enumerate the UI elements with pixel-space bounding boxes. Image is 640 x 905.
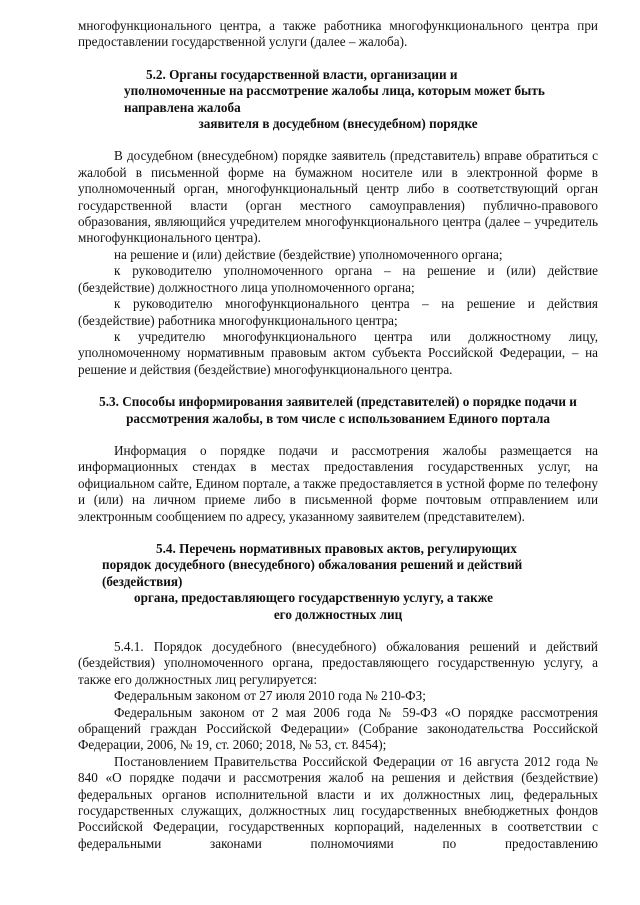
paragraph: Постановлением Правительства Российской Федерации от 16 августа 2012 года № 840 «О порядке подачи и рассмотрения жалоб на решения и действия (бездействие) федеральных органов исполнительной власти и их должностных лиц, федеральных государственных служащих, должностных лиц государственных внебюджетных фондов Российской Федерации, государственных корпораций, наделенных в соответствии с федеральными законами полномочиями по предоставлению bbox=[78, 753, 598, 851]
heading-line: (бездействия) bbox=[102, 573, 183, 589]
section-5-3-heading bbox=[78, 394, 598, 427]
heading-line: его должностных лиц bbox=[273, 606, 403, 622]
document-page bbox=[78, 18, 598, 852]
section-5-4-heading bbox=[78, 541, 598, 623]
paragraph: к руководителю уполномоченного органа – на решение и (или) действие (бездействие) должностного лица уполномоченного органа; bbox=[78, 263, 598, 295]
heading-line: порядок досудебного (внесудебного) обжалования решений и действий bbox=[102, 557, 523, 573]
paragraph: к руководителю многофункционального центра – на решение и действия (бездействие) работника многофункционального центра; bbox=[78, 296, 598, 328]
heading-line: уполномоченные на рассмотрение жалобы лица, которым может быть bbox=[124, 83, 545, 99]
paragraph: Информация о порядке подачи и рассмотрения жалобы размещается на информационных стендах в местах предоставления государственных услуг, на официальном сайте, Едином портале, а также предоставляется в устной форме по телефону и (или) на личном приеме либо в письменной форме почтовым отправлением или электронным сообщением по адресу, указанному заявителем (представителем). bbox=[78, 442, 598, 524]
heading-line: направлена жалоба bbox=[124, 99, 241, 115]
paragraph: на решение и (или) действие (бездействие) уполномоченного органа; bbox=[114, 246, 503, 262]
paragraph: Федеральным законом от 27 июля 2010 года № 210-ФЗ; bbox=[114, 688, 426, 704]
heading-line: органа, предоставляющего государственную услугу, а также bbox=[134, 590, 493, 606]
paragraph: Федеральным законом от 2 мая 2006 года № 59-ФЗ «О порядке рассмотрения обращений граждан Российской Федерации» (Собрание законодательства Российской Федерации, 2006, № 19, ст. 2060; 2018, № 53, ст. 8454); bbox=[78, 704, 598, 753]
heading-line: рассмотрения жалобы, в том числе с использованием Единого портала bbox=[126, 410, 550, 426]
paragraph: В досудебном (внесудебном) порядке заявитель (представитель) вправе обратиться с жалобой в письменной форме на бумажном носителе или в электронной форме в уполномоченный орган, многофункциональный центр либо в соответствующий орган государственной власти (орган местного самоуправления) публично-правового образования, являющийся учредителем многофункционального центра (далее – учредитель многофункционального центра). bbox=[78, 148, 598, 246]
heading-line: 5.4. Перечень нормативных правовых актов, регулирующих bbox=[156, 540, 517, 556]
intro-paragraph: многофункционального центра, а также работника многофункционального центра при предоставлении государственной услуги (далее – жалоба). bbox=[78, 18, 598, 50]
section-5-2-heading bbox=[78, 67, 598, 133]
paragraph: к учредителю многофункционального центра или должностному лицу, уполномоченному нормативным правовым актом субъекта Российской Федерации, – на решение и действия (бездействие) многофункционального центра. bbox=[78, 328, 598, 377]
heading-line: 5.3. Способы информирования заявителей (представителей) о порядке подачи и bbox=[99, 394, 577, 410]
heading-line: заявителя в досудебном (внесудебном) порядке bbox=[198, 116, 478, 132]
heading-line: 5.2. Органы государственной власти, организации и bbox=[146, 66, 458, 82]
paragraph: 5.4.1. Порядок досудебного (внесудебного) обжалования решений и действий (бездействия) уполномоченного органа, предоставляющего государственную услугу, а также его должностных лиц регулируется: bbox=[78, 639, 598, 687]
